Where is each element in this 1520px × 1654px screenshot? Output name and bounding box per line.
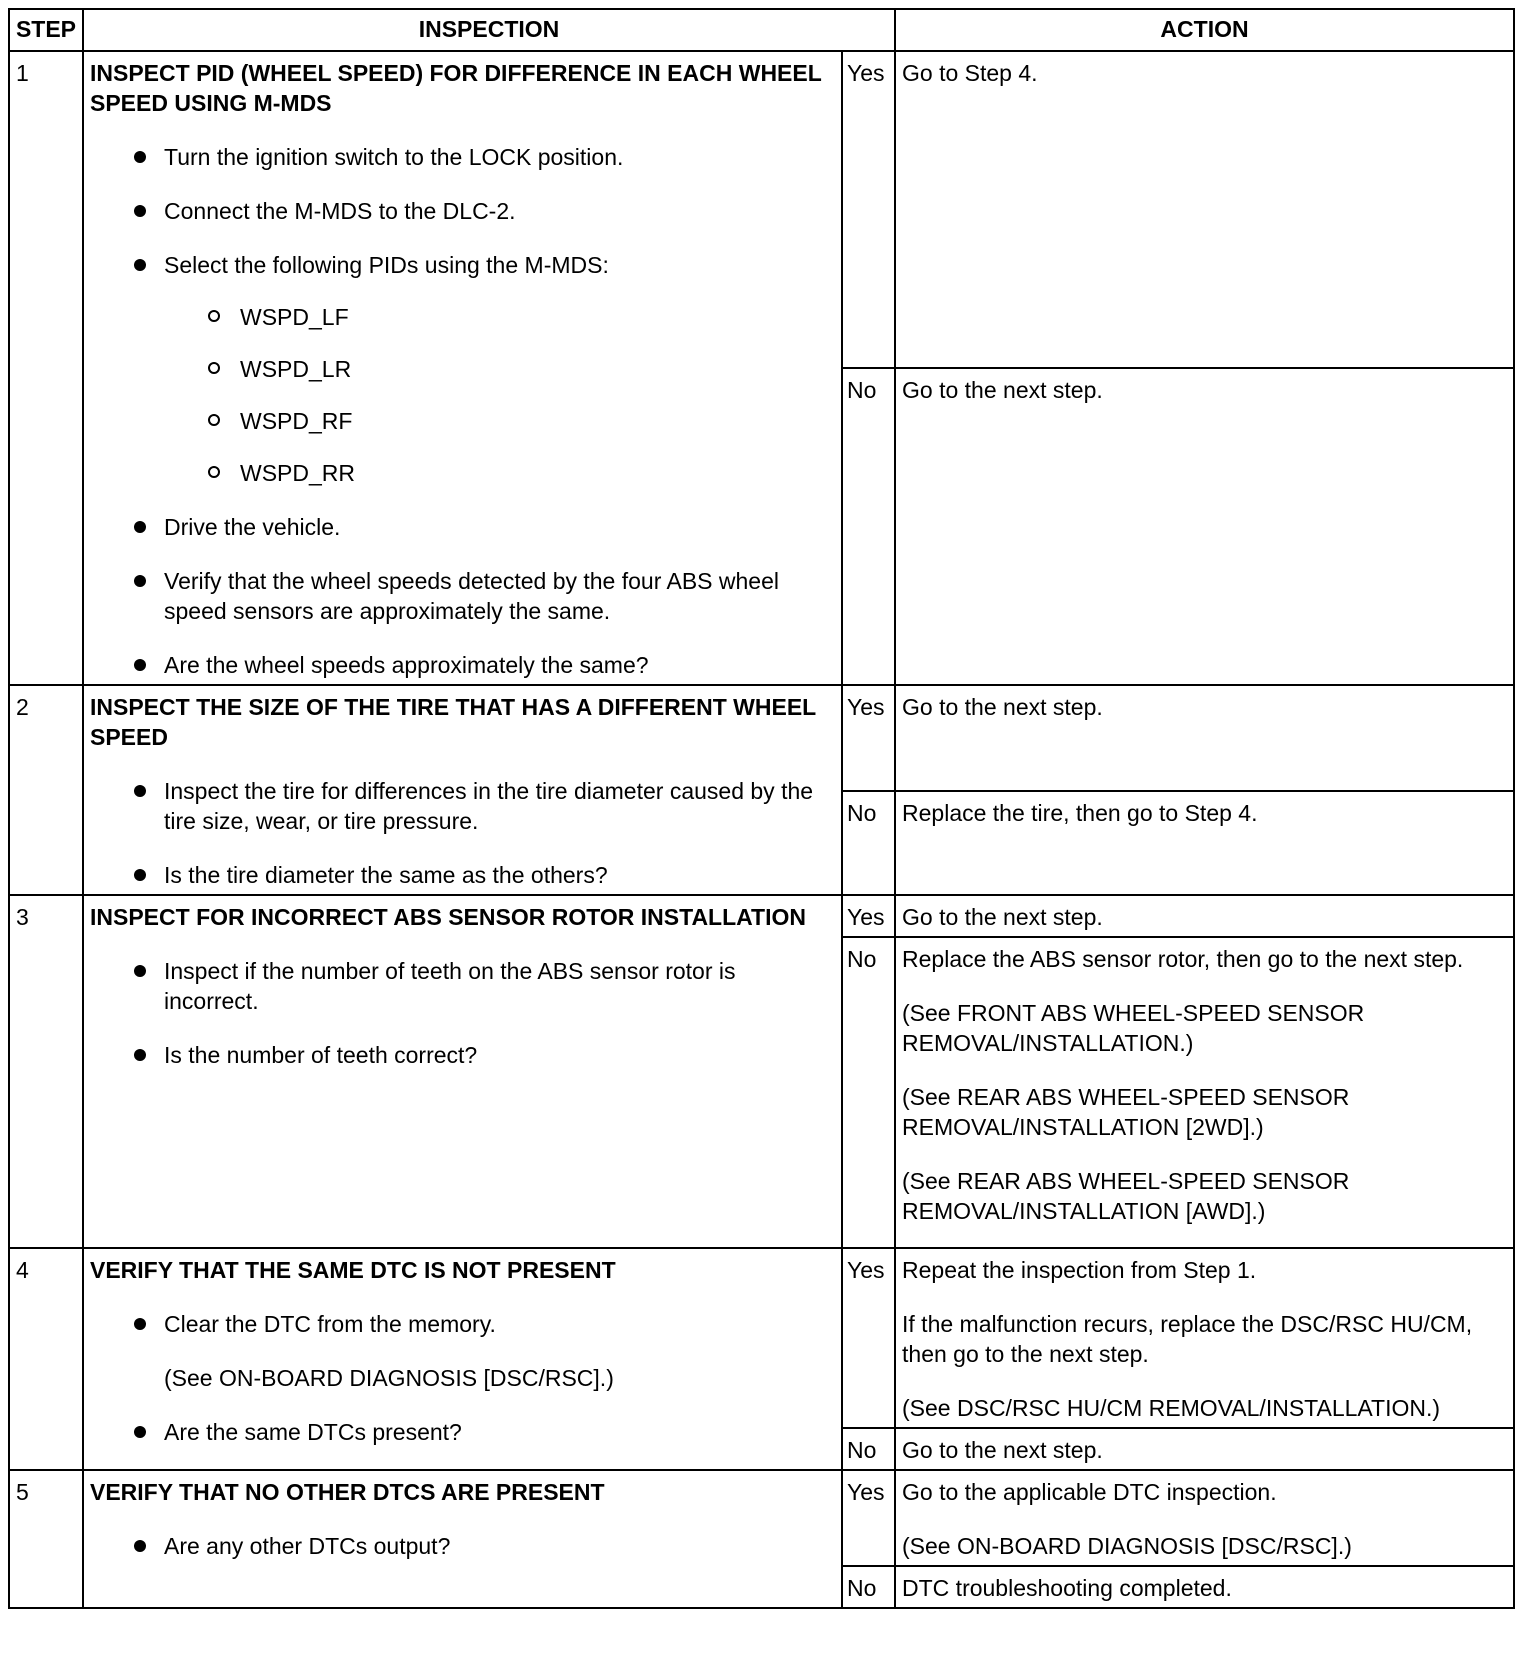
bullet-item: Is the tire diameter the same as the others? [90,860,835,890]
bullet-item: Connect the M-MDS to the DLC-2. [90,196,835,226]
action-text: Go to the next step. [902,1437,1103,1463]
yes-action [895,1470,1514,1566]
no-action [895,1566,1514,1608]
action-text: Go to the next step. [902,694,1103,720]
no-label: No [842,937,895,1248]
no-action [895,791,1514,895]
yes-action [895,895,1514,937]
inspection-table [8,8,1515,1609]
action-text: (See REAR ABS WHEEL-SPEED SENSOR REMOVAL/INSTALLATION [AWD].) [902,1168,1350,1224]
action-text: Go to the next step. [902,904,1103,930]
step-4-yes-row [9,1248,1514,1428]
step-2-yes-row [9,685,1514,791]
step-number: 1 [9,51,83,685]
no-label: No [842,791,895,895]
action-text: (See DSC/RSC HU/CM REMOVAL/INSTALLATION.) [902,1395,1441,1421]
step-title: VERIFY THAT THE SAME DTC IS NOT PRESENT [90,1257,616,1283]
step-inspection [83,1470,842,1608]
bullet-list [90,1309,835,1447]
bullet-list [90,956,835,1070]
no-label: No [842,1566,895,1608]
bullet-item: Are the same DTCs present? [90,1417,835,1447]
sub-bullet-list [90,302,835,488]
bullet-item: Inspect the tire for differences in the tire diameter caused by the tire size, wear, or tire pressure. [90,776,835,836]
step-title: VERIFY THAT NO OTHER DTCS ARE PRESENT [90,1479,605,1505]
bullet-note: (See ON-BOARD DIAGNOSIS [DSC/RSC].) [164,1365,614,1391]
action-text: Go to the applicable DTC inspection. [902,1479,1277,1505]
bullet-item: Clear the DTC from the memory. [90,1309,835,1339]
step-title: INSPECT THE SIZE OF THE TIRE THAT HAS A DIFFERENT WHEEL SPEED [90,694,816,750]
bullet-list [90,776,835,890]
step-title: INSPECT FOR INCORRECT ABS SENSOR ROTOR INSTALLATION [90,904,806,930]
bullet-item: Turn the ignition switch to the LOCK position. [90,142,835,172]
step-inspection [83,895,842,1248]
no-action [895,1428,1514,1470]
bullet-item: Drive the vehicle. [90,512,835,542]
yes-action [895,1248,1514,1428]
yes-label: Yes [842,1248,895,1428]
no-action [895,937,1514,1248]
step-1-yes-row [9,51,1514,368]
step-5-yes-row [9,1470,1514,1566]
step-title: INSPECT PID (WHEEL SPEED) FOR DIFFERENCE IN EACH WHEEL SPEED USING M-MDS [90,60,822,116]
yes-action [895,685,1514,791]
action-text: If the malfunction recurs, replace the DSC/RSC HU/CM, then go to the next step. [902,1311,1473,1367]
step-number: 4 [9,1248,83,1470]
yes-label: Yes [842,1470,895,1566]
sub-bullet-item: WSPD_RR [90,458,835,488]
yes-label: Yes [842,685,895,791]
no-action [895,368,1514,685]
step-number: 3 [9,895,83,1248]
action-text: Replace the ABS sensor rotor, then go to the next step. [902,946,1464,972]
bullet-item: Is the number of teeth correct? [90,1040,835,1070]
sub-bullet-item: WSPD_RF [90,406,835,436]
yes-label: Yes [842,895,895,937]
step-header: STEP [9,9,83,51]
yes-action [895,51,1514,368]
sub-bullet-item: WSPD_LF [90,302,835,332]
action-text: Replace the tire, then go to Step 4. [902,799,1258,826]
step-3-yes-row [9,895,1514,937]
bullet-item: Select the following PIDs using the M-MDS: [90,250,835,280]
step-number: 2 [9,685,83,895]
bullet-item: Inspect if the number of teeth on the ABS sensor rotor is incorrect. [90,956,835,1016]
no-label: No [842,1428,895,1470]
action-text: Go to Step 4. [902,60,1038,86]
no-label: No [842,368,895,685]
bullet-item: Are any other DTCs output? [90,1531,835,1561]
step-number: 5 [9,1470,83,1608]
bullet-list [90,142,835,280]
bullet-list [90,1531,835,1561]
bullet-item: Verify that the wheel speeds detected by the four ABS wheel speed sensors are approximately the same. [90,566,835,626]
inspection-header: INSPECTION [83,9,895,51]
step-inspection [83,1248,842,1470]
bullet-list [90,512,835,680]
action-text: Go to the next step. [902,377,1103,403]
step-inspection [83,51,842,685]
sub-bullet-item: WSPD_LR [90,354,835,384]
action-text: DTC troubleshooting completed. [902,1575,1232,1601]
step-inspection [83,685,842,895]
header-row [9,9,1514,51]
action-text: (See ON-BOARD DIAGNOSIS [DSC/RSC].) [902,1533,1352,1559]
action-header: ACTION [895,9,1514,51]
action-text: (See REAR ABS WHEEL-SPEED SENSOR REMOVAL/INSTALLATION [2WD].) [902,1084,1350,1140]
action-text: (See FRONT ABS WHEEL-SPEED SENSOR REMOVAL/INSTALLATION.) [902,1000,1365,1056]
yes-label: Yes [842,51,895,368]
action-text: Repeat the inspection from Step 1. [902,1257,1257,1283]
bullet-item: Are the wheel speeds approximately the same? [90,650,835,680]
